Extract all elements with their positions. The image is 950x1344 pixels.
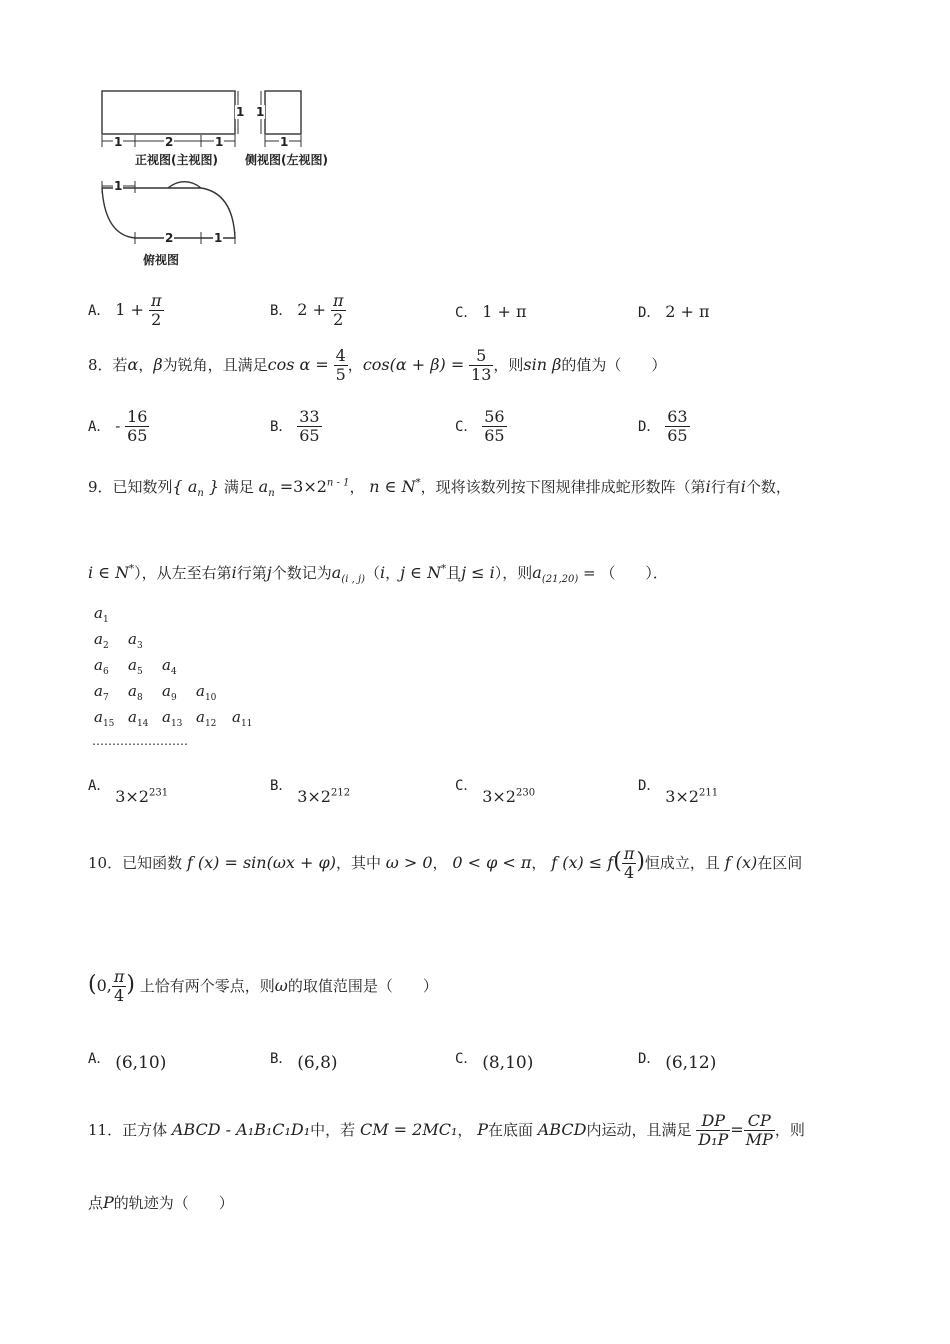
q8-stem: 8．若α，β为锐角，且满足cos α = $\frac{4}{5}$ ，cos(α + β) = $\frac{5}{13}$ ，则sin β的值为（ ） [88,346,667,385]
dim-front-2: 2 [165,135,174,149]
front-view-caption: 正视图(主视图) [135,153,218,167]
q8-option-d[interactable]: D． $\frac{63}{65}$ [638,407,688,446]
q10-option-c[interactable]: C． (8,10) [455,1051,534,1073]
dim-top-2: 2 [165,231,174,245]
matrix-cell: $a_8$ [128,682,143,703]
q8-option-b[interactable]: B． $\frac{33}{65}$ [270,407,320,446]
q10-option-a[interactable]: A． (6,10) [88,1051,167,1073]
matrix-cell: $a_{10}$ [196,682,217,703]
matrix-cell: $a_5$ [128,656,143,677]
q7-option-b[interactable]: B． 2 + $\frac{\pi}{2}$ [270,291,344,330]
side-view-caption: 侧视图(左视图) [245,153,328,167]
dim-top-1: 1 [114,179,123,193]
q7-option-d[interactable]: D． 2 + π [638,302,710,321]
dim-front-1a: 1 [114,135,123,149]
q11-stem-line1: 11．正方体 ABCD - A₁B₁C₁D₁中，若 CM = 2MC₁， P在底面 ABCD内运动，且满足 $\frac{DP}{\text{D₁P}}$ = $\frac{CP}{MP}$ ，则 [88,1111,805,1150]
q9-stem-line2: i ∈ N*），从左至右第i行第j个数记为$a_{(i , j)}(i$，j ∈ N*且j ≤ i），则$a_{(21,20)}$ = （ ）． [88,563,668,586]
q10-option-d[interactable]: D． (6,12) [638,1051,717,1073]
matrix-cell: $a_3$ [128,630,143,651]
dim-top-1b: 1 [214,231,223,245]
matrix-cell: $a_{14}$ [128,708,149,729]
q8-option-a[interactable]: A． - $\frac{16}{65}$ [88,407,148,446]
q9-option-c[interactable]: C． $3\times 2^{230}$ [455,778,536,806]
dim-side-width: 1 [280,135,289,149]
matrix-cell: $a_2$ [94,630,109,651]
q10-stem-line1: 10．已知函数 f (x) = sin(ωx + φ)，其中 ω > 0， 0 < φ < π， f (x) ≤ f( $\frac{\pi}{4}$ )恒成立，且 f (x)在区间 [88,844,803,883]
matrix-cell: $a_4$ [162,656,177,677]
q10-option-b[interactable]: B． (6,8) [270,1051,338,1073]
matrix-cell: $a_{11}$ [232,708,253,729]
q8-option-c[interactable]: C． $\frac{56}{65}$ [455,407,505,446]
q9-option-b[interactable]: B． $3\times 2^{212}$ [270,778,351,806]
dim-front-height: 1 [236,105,245,119]
q7-option-c[interactable]: C． 1 + π [455,302,527,321]
matrix-cell: $a_{13}$ [162,708,183,729]
figure-labels [95,85,335,275]
snake-matrix [94,604,294,754]
q9-seq: { $a_n$ } [172,477,220,500]
matrix-cell: $a_6$ [94,656,109,677]
dim-side-height: 1 [256,105,265,119]
matrix-cell: $a_{12}$ [196,708,217,729]
q7-option-a[interactable]: A． 1 + $\frac{\pi}{2}$ [88,291,162,330]
matrix-cell: $a_7$ [94,682,109,703]
matrix-cell: $a_{15}$ [94,708,115,729]
matrix-cell: $a_1$ [94,604,109,625]
q11-stem-line2: 点P的轨迹为（ ） [88,1193,234,1212]
top-view-caption: 俯视图 [143,253,180,267]
matrix-ellipsis: …………………… [92,734,188,748]
q10-stem-line2: (0, $\frac{\pi}{4}$ ) 上恰有两个零点，则ω的取值范围是（ ） [88,967,438,1006]
q9-stem-line1: 9．已知数列{ $a_n$ } 满足 $a_n =3\times 2^{n - 1}$， n ∈ N*，现将该数列按下图规律排成蛇形数阵（第i行有i个数， [88,477,791,500]
q9-option-a[interactable]: A． $3\times 2^{231}$ [88,778,169,806]
matrix-cell: $a_9$ [162,682,177,703]
q9-option-d[interactable]: D． $3\times 2^{211}$ [638,778,719,806]
q9-an: $a_n =3\times 2^{n - 1}$ [258,477,350,500]
dim-front-1b: 1 [215,135,224,149]
